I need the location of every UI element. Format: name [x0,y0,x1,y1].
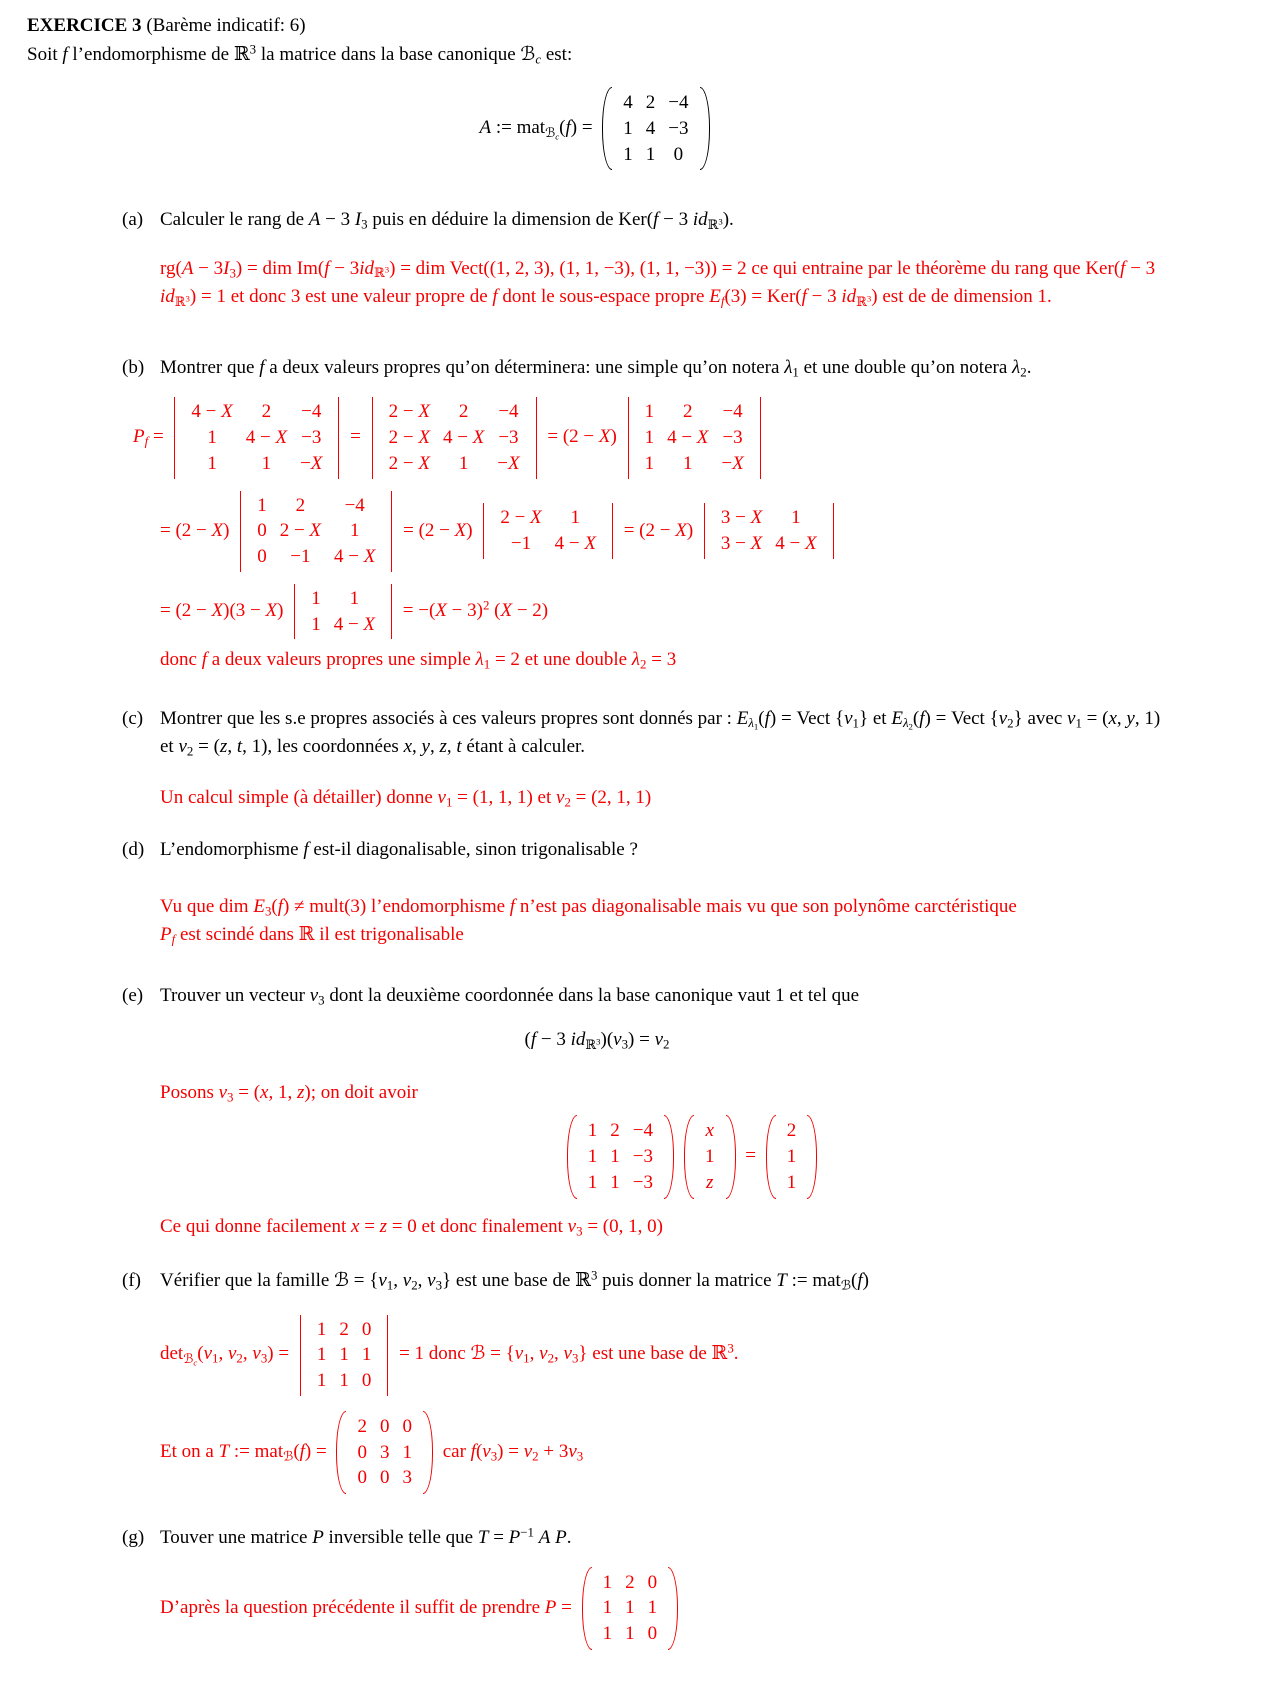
matrix-row [586,1171,655,1195]
matrix-cell: 1 [625,1623,635,1644]
matrix-cell: −3 [632,1171,653,1193]
item-d-label: (d) [122,839,145,861]
matrix-A [601,85,710,172]
matrix-cell: 1 [349,587,360,609]
pf-det-2 [370,394,539,481]
matrix-row [498,506,598,530]
matrix-row [643,426,746,450]
item-f-question: Vérifier que la famille ℬ = {$v_1$, $v_2$, $v_3$} est une base de ℝ$^3$ puis donner la matrice T := mat$_ℬ$(f) [160,1267,869,1293]
exercise-title: EXERCICE 3 [27,15,142,36]
answer-g-line [160,1563,1264,1654]
matrix-cell: 1 [602,1571,613,1593]
e-vector-x [683,1113,737,1200]
matrix-A-lhs: A := mat$_{ℬ_c}$(f) = [479,116,598,142]
matrix-row [719,532,819,556]
matrix-cell: 0 [361,1318,372,1340]
matrix-cell: 1 [316,1318,327,1340]
f-det-tail: = 1 donc ℬ = {$v_1$, $v_2$, $v_3$} est une base de ℝ$^3$. [394,1341,739,1367]
matrix-cell: 0 [361,1370,372,1391]
matrix-cell: 1 [458,452,469,474]
f-t-lead: Et on a T := mat$_ℬ$(f) = [160,1440,332,1464]
matrix-row [355,1441,414,1465]
pf-factor-2b: = (2 − X) [398,519,478,541]
matrix-cell: 1 [786,1171,797,1193]
matrix-cell: 0 [257,546,267,567]
matrix-cell: −4 [344,494,365,516]
matrix-row [703,1171,717,1195]
matrix-cell: 2 [645,92,656,113]
matrix-cell: −X [497,452,520,474]
matrix-row [586,1145,655,1169]
item-g [122,1524,1168,1553]
matrix-cell: 1 [602,1597,613,1619]
matrix-cell: 0 [647,1571,658,1593]
item-c [122,705,1168,762]
item-b-label: (b) [122,356,145,378]
matrix-row [586,1119,655,1143]
matrix-cell: 1 [610,1146,620,1167]
e-equals-sign: = [740,1145,761,1167]
matrix-row [315,1369,374,1393]
item-g-label: (g) [122,1527,145,1548]
matrix-cell: 2 [786,1120,797,1142]
matrix-cell: 1 [261,452,272,474]
matrix-cell: 2 − X [388,452,430,474]
matrix-cell: 2 − X [279,520,322,542]
pf-conclusion: donc f a deux valeurs propres une simple $\lambda_1 = 2$ et une double $\lambda_2 = 3$ [160,649,677,672]
item-b-question: Montrer que f a deux valeurs propres qu’on déterminera: une simple qu’on notera $\lambda_1$ et une double qu’on notera $\lambda_2$. [160,356,1032,380]
matrix-cell: 1 [311,613,321,635]
matrix-row [621,143,690,167]
intro-text: Soit f l’endomorphisme de ℝ$^3$ la matrice dans la base canonique ℬ$_c$ est: [27,41,573,67]
matrix-row [189,426,324,450]
matrix-row [255,494,377,518]
matrix-row [387,426,522,450]
matrix-cell: 2 [295,494,306,516]
pf-det-3 [626,394,763,481]
matrix-row [355,1466,414,1490]
answer-e-posons: Posons $v_3 = (x$, 1, z); on doit avoir [160,1081,418,1105]
matrix-row [315,1318,374,1342]
matrix-row [309,613,377,637]
pf-lead: $P_f$ = [133,426,169,449]
matrix-cell: 4 [623,92,633,113]
matrix-cell: 1 [349,520,360,542]
matrix-cell: 1 [644,452,655,474]
item-d-question: L’endomorphisme f est-il diagonalisable, sinon trigonalisable ? [160,839,638,861]
item-e-question: Trouver un vecteur $v_3$ dont la deuxième coordonnée dans la base canonique vaut 1 et tel que [160,984,860,1008]
pf-line-1 [133,392,1264,483]
matrix-cell: 0 [402,1415,412,1437]
matrix-cell: 1 [316,1370,327,1391]
matrix-cell: 2 [261,401,272,423]
item-e [122,982,1168,1011]
item-f [122,1267,1168,1296]
matrix-cell: 1 [339,1370,349,1391]
item-g-question: Touver une matrice P inversible telle que $T = P^{-1}$ A P. [160,1524,572,1548]
pf-line-2 [160,486,1264,577]
item-c-question: Montrer que les s.e propres associés à ces valeurs propres sont donnés par : $E_{\lambda_1}(f)$ = Vect $\{v_1\}$ et $E_{\lambda_2}(f)$ = Vect $\{v_2\}$ avec $v_1 = (x$, y, 1) et $v_2 = (z$, t, 1), les coordonnées x, y, z, t étant à calculer. [160,707,1161,759]
matrix-cell: 2 [357,1415,367,1437]
matrix-row [255,545,377,569]
matrix-cell: 3 [402,1467,412,1489]
pf-final: = $-(X - 3)^2$ (X − 2) [398,597,549,621]
exercise-header [27,12,1264,41]
matrix-cell: 0 [379,1467,390,1489]
answer-e-matrix-equation [27,1111,1207,1202]
pf-factor-2c: = (2 − X) [618,519,698,541]
pf-det-4 [238,488,394,575]
matrix-row [498,532,598,556]
matrix-cell: 1 [207,452,217,474]
exercise-bareme: (Barème indicatif: 6) [141,15,306,36]
matrix-row [785,1119,799,1143]
matrix-cell: −4 [301,401,322,423]
matrix-row [601,1596,660,1620]
matrix-cell: x [705,1120,714,1142]
matrix-cell: 0 [647,1623,658,1644]
matrix-cell: −3 [301,427,322,448]
matrix-cell: 0 [257,520,267,542]
answer-f-T-line [160,1407,1264,1498]
matrix-cell: 1 [207,427,217,448]
matrix-cell: 3 − X [720,507,763,529]
matrix-cell: 1 [682,452,693,474]
matrix-cell: 1 [587,1146,598,1167]
matrix-cell: 1 [311,587,321,609]
e-vector-result [765,1113,819,1200]
answer-a: $rg(A - 3I_3)$ = dim $Im(f - 3id_{ℝ^3})$ = dim Vect((1, 2, 3), (1, 1, −3), (1, 1, −3)) = 2 ce qui entraine par le théorème du rang que Ker(f − 3 $id_{ℝ^3}) = 1$ et donc 3 est une valeur propre de f dont le sous-espace propre $E_f(3) = Ker(f - 3$ $id_{ℝ^3}$) est de de dimension 1. [160,257,1156,309]
item-c-label: (c) [122,707,144,729]
matrix-cell: −3 [668,117,689,139]
matrix-cell: z [706,1171,714,1193]
pf-line-3 [160,579,1264,645]
matrix-cell: 2 [458,401,469,423]
matrix-cell: −4 [722,401,743,423]
matrix-cell: 1 [587,1171,598,1193]
matrix-cell: 4 − X [667,427,709,448]
pf-eq-1: = [345,426,366,448]
matrix-row [189,452,324,476]
item-a-question: Calculer le rang de A − 3 $I_3$ puis en déduire la dimension de Ker(f − 3 $id_{ℝ^3}$). [160,209,734,232]
matrix-row [643,400,746,424]
matrix-cell: 1 [587,1120,598,1142]
matrix-cell: 1 [361,1344,372,1366]
answer-d-line-1: Vu que dim $E_3(f)$ ≠ mult(3) l’endomorphisme f n’est pas diagonalisable mais vu que son polynôme carctéristique [160,895,1017,919]
answer-e-conclusion: Ce qui donne facilement x = z = 0 et donc finalement $v_3 = (0$, 1, 0) [160,1215,663,1239]
matrix-cell: −4 [498,401,519,423]
e-matrix-M [566,1113,675,1200]
matrix-cell: 1 [705,1146,715,1167]
pf-det-6 [702,500,836,562]
matrix-row [785,1171,799,1195]
item-b [122,354,1168,383]
matrix-row [315,1343,374,1367]
matrix-cell: 0 [673,143,684,165]
matrix-cell: −1 [510,533,532,555]
matrix-cell: 2 − X [500,507,542,529]
matrix-cell: −X [300,452,323,474]
matrix-cell: 4 − X [775,533,817,555]
matrix-row [703,1145,717,1169]
f-T-matrix [335,1409,434,1496]
matrix-cell: 4 − X [191,401,233,423]
matrix-cell: 2 [339,1318,349,1340]
matrix-cell: 4 [645,117,656,139]
matrix-cell: −3 [632,1146,653,1167]
item-f-label: (f) [122,1270,141,1291]
matrix-row [255,519,377,543]
f-t-tail: car $f(v_3) = v_2 + 3v_3$ [437,1440,584,1464]
pf-det-1 [172,394,341,481]
matrix-cell: 2 [625,1571,635,1593]
matrix-cell: 0 [379,1415,390,1437]
matrix-A-equation [27,83,1167,174]
matrix-cell: 1 [610,1171,620,1193]
matrix-cell: 1 [791,507,801,529]
matrix-row [785,1145,799,1169]
matrix-row [601,1622,660,1646]
item-a [122,206,1168,235]
matrix-cell: 0 [357,1467,367,1489]
matrix-cell: 4 − X [334,546,376,567]
matrix-cell: −X [721,452,744,474]
matrix-row [621,91,690,115]
matrix-row [189,400,324,424]
g-answer-lead: D’après la question précédente il suffit de prendre P = [160,1596,577,1618]
f-det-lead: $\det_{ℬ_c}(v_1$, $v_2$, $v_3$) = [160,1343,294,1368]
matrix-cell: 2 − X [388,427,430,448]
g-P-matrix [581,1565,680,1652]
matrix-cell: 1 [316,1344,327,1366]
item-a-label: (a) [122,209,144,231]
matrix-row [719,506,819,530]
matrix-cell: 1 [625,1597,635,1619]
matrix-row [387,452,522,476]
matrix-row [387,400,522,424]
matrix-row [621,117,690,141]
f-det-matrix [298,1312,391,1399]
matrix-cell: 1 [786,1146,797,1167]
matrix-cell: 1 [402,1441,412,1463]
matrix-cell: 3 − X [720,533,763,555]
answer-c: Un calcul simple (à détailler) donne $v_1 = (1$, 1, 1) et $v_2 = (2$, 1, 1) [160,786,652,810]
matrix-cell: −3 [722,427,743,448]
matrix-cell: 1 [645,143,656,165]
matrix-cell: 0 [357,1441,367,1463]
matrix-row [355,1415,414,1439]
pf-det-7 [292,581,394,643]
matrix-cell: 1 [644,427,655,448]
matrix-cell: 1 [647,1597,658,1619]
pf-factor-1: = (2 − X) [542,426,622,448]
matrix-cell: 2 − X [388,401,430,423]
pf-factor-2a: = (2 − X) [160,519,235,541]
matrix-cell: 1 [602,1623,613,1644]
matrix-row [309,587,377,611]
matrix-cell: 3 [379,1441,390,1463]
matrix-cell: 1 [644,401,655,423]
answer-d-line-2: $P_f$ est scindé dans ℝ il est trigonalisable [160,924,464,947]
matrix-cell: 4 − X [442,427,485,448]
matrix-row [703,1119,717,1143]
matrix-cell: −3 [498,427,519,448]
item-e-equation: (f − 3 $id_{ℝ^3})(v_3) = v_2$ [524,1029,670,1052]
matrix-cell: 4 − X [333,613,376,635]
item-d [122,836,1168,865]
matrix-cell: 1 [257,494,267,516]
matrix-row [643,452,746,476]
matrix-cell: 1 [570,507,581,529]
matrix-cell: −4 [668,92,689,113]
matrix-cell: 1 [339,1344,349,1366]
answer-f-det-line [160,1310,1264,1401]
pf-factor-3: = (2 − X)(3 − X) [160,599,289,621]
matrix-cell: 4 − X [554,533,596,555]
pf-det-5 [481,500,615,562]
matrix-cell: −1 [290,546,311,567]
matrix-row [601,1571,660,1595]
matrix-cell: 1 [623,143,633,165]
matrix-cell: 1 [623,117,633,139]
matrix-cell: −4 [632,1120,653,1142]
matrix-cell: 4 − X [245,427,288,448]
item-e-label: (e) [122,984,144,1006]
matrix-cell: 2 [610,1120,620,1142]
matrix-cell: 2 [682,401,693,423]
